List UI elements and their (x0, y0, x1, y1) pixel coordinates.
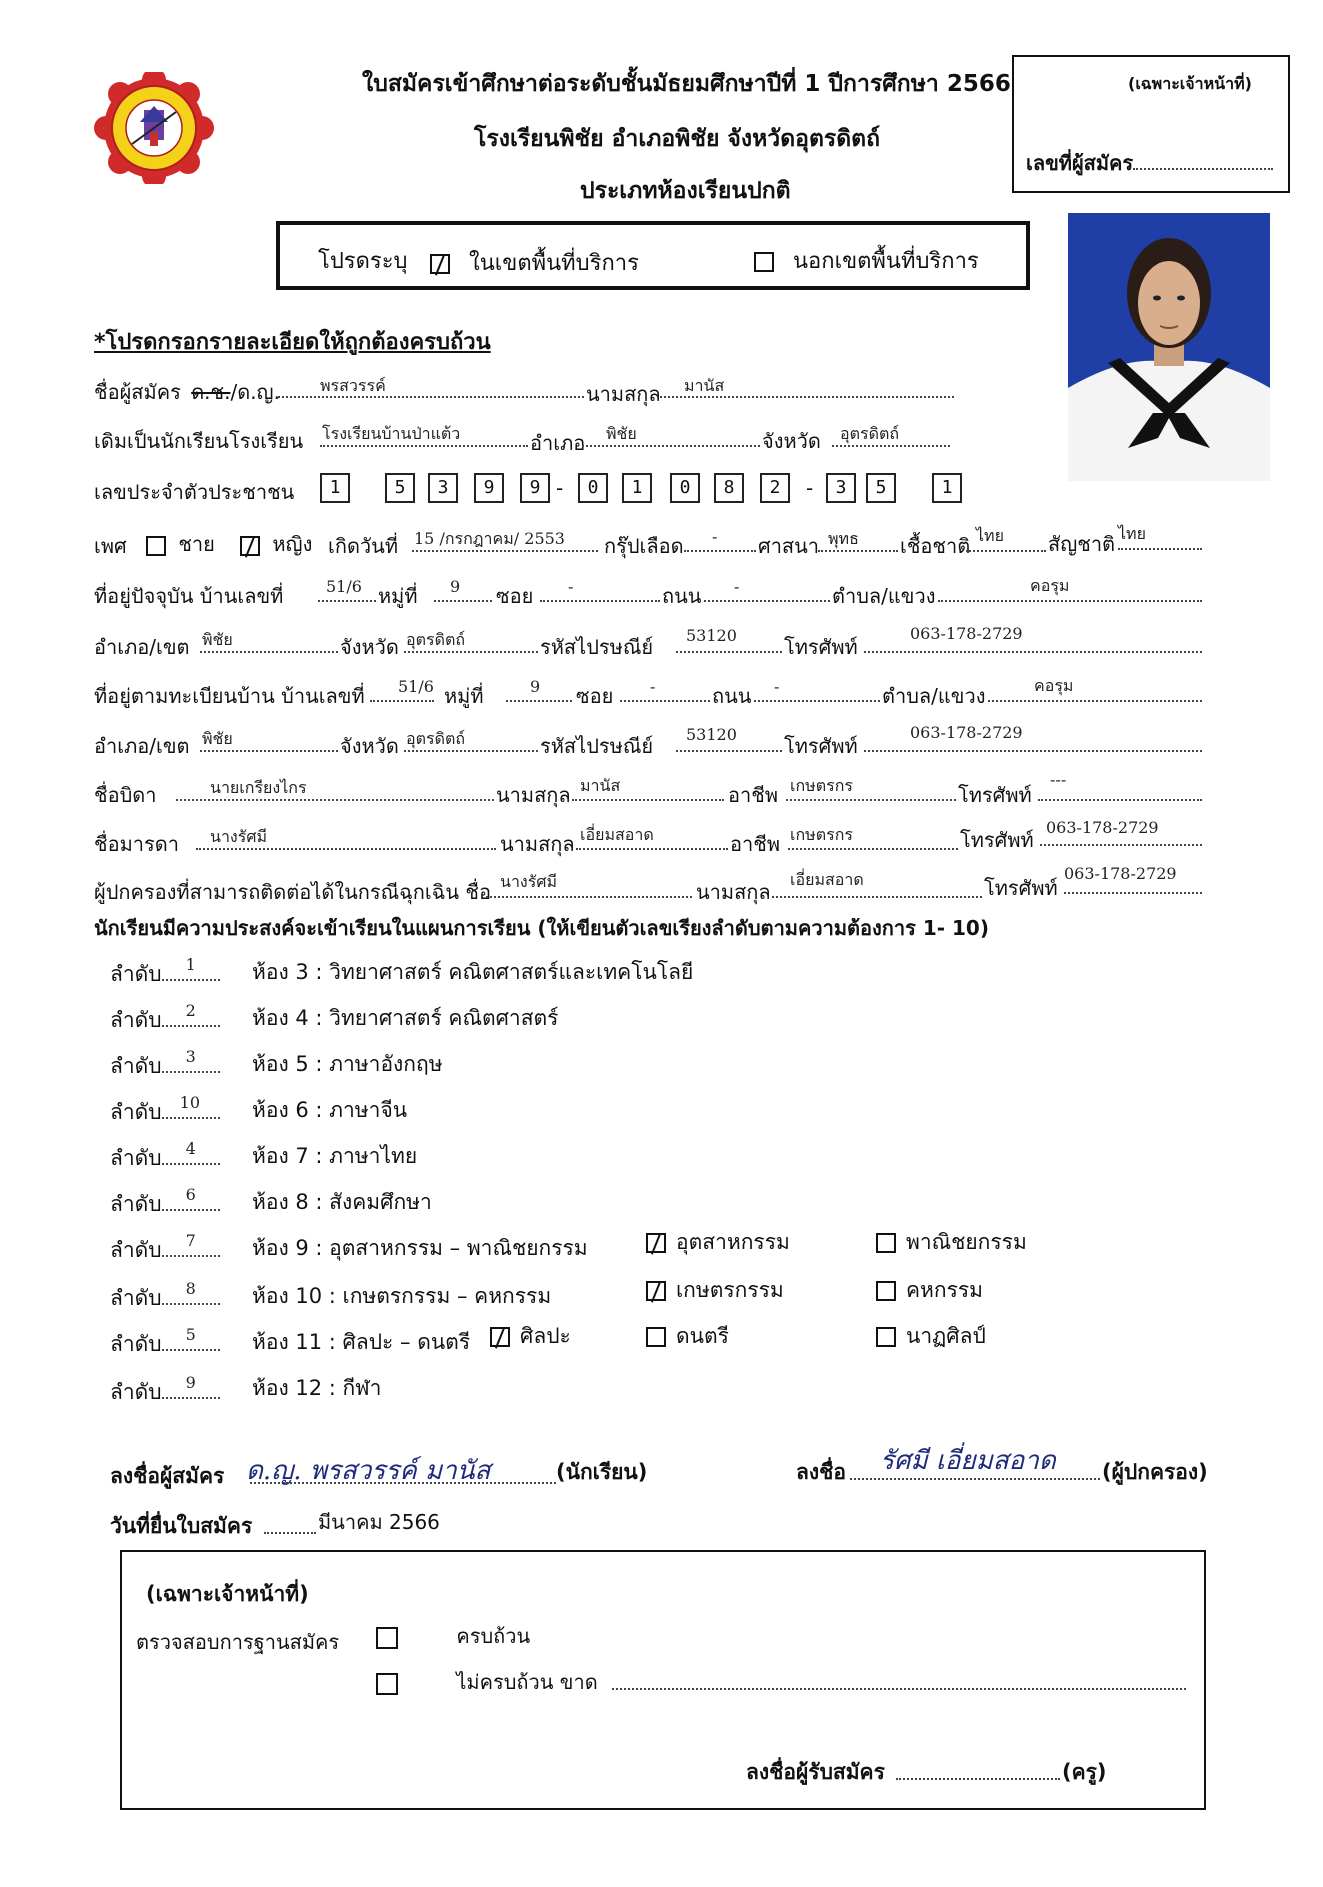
reg-moo-value: 9 (530, 677, 541, 696)
room10-homeecon-checkbox[interactable] (876, 1281, 896, 1301)
id-digit-box[interactable]: 0 (578, 473, 608, 503)
school-seal-logo (92, 72, 216, 184)
guardian-phone-label: โทรศัพท์ (984, 876, 1058, 900)
male-checkbox[interactable] (146, 536, 166, 556)
current-postcode-label: รหัสไปรษณีย์ (540, 635, 654, 659)
father-phone-value: --- (1050, 770, 1067, 789)
room10-agriculture-checkbox[interactable] (646, 1281, 666, 1301)
father-surname-value: มานัส (580, 776, 621, 795)
office-use-title: (เฉพาะเจ้าหน้าที่) (1128, 74, 1252, 93)
room10-opt-agriculture[interactable]: เกษตรกรรม (646, 1274, 784, 1307)
province-label: จังหวัด (762, 429, 821, 453)
reg-soi-value: - (650, 677, 656, 696)
area-inside-label: ในเขตพื้นที่บริการ (469, 251, 639, 276)
female-checkbox[interactable] (240, 536, 260, 556)
plan-row: ลำดับ 5 (110, 1328, 220, 1361)
area-inside-checkbox[interactable] (430, 254, 450, 274)
blood-value: - (712, 527, 718, 546)
officer-title: (เฉพาะเจ้าหน้าที่) (146, 1582, 309, 1606)
plan-room: ห้อง 3 : วิทยาศาสตร์ คณิตศาสตร์และเทคโนโลยี (252, 960, 694, 984)
id-digit-box[interactable]: 5 (385, 473, 415, 503)
submit-date-value: มีนาคม 2566 (318, 1510, 440, 1534)
id-digit-box[interactable]: 2 (760, 473, 790, 503)
instruction-heading: *โปรดกรอกรายละเอียดให้ถูกต้องครบถ้วน (94, 330, 491, 355)
current-subdistrict-field[interactable] (938, 582, 1202, 606)
reg-phone-label: โทรศัพท์ (784, 734, 858, 758)
current-subdistrict-label: ตำบล/แขวง (832, 584, 936, 608)
area-outside-option[interactable] (754, 243, 979, 278)
male-option[interactable] (146, 528, 215, 560)
room11-opt-music[interactable]: ดนตรี (646, 1320, 729, 1353)
plan-heading: นักเรียนมีความประสงค์จะเข้าเรียนในแผนการเรียน (ให้เขียนตัวเลขเรียงลำดับตามความต้องการ 1- 10) (94, 916, 989, 940)
incomplete-label: ไม่ครบถ้วน ขาด (456, 1670, 598, 1694)
reg-subdistrict-field[interactable] (988, 682, 1202, 706)
race-value: ไทย (976, 526, 1004, 545)
plan-row: ลำดับ 8 (110, 1282, 220, 1315)
submit-date-label: วันที่ยื่นใบสมัคร (110, 1514, 253, 1538)
id-dash: - (556, 476, 564, 500)
reg-road-label: ถนน (712, 684, 752, 708)
id-digit-box[interactable]: 1 (622, 473, 652, 503)
applicant-number-field[interactable] (1026, 147, 1273, 179)
nationality-value: ไทย (1118, 524, 1146, 543)
current-district-value: พิชัย (202, 630, 233, 649)
plan-room: ห้อง 5 : ภาษาอังกฤษ (252, 1052, 443, 1076)
current-house-value: 51/6 (326, 577, 362, 596)
submit-date-field[interactable] (264, 1514, 316, 1538)
applicant-photo (1068, 213, 1270, 481)
id-digit-box[interactable]: 3 (428, 473, 458, 503)
reg-province-label: จังหวัด (340, 734, 399, 758)
religion-value: พุทธ (828, 529, 859, 548)
id-digit-box[interactable]: 1 (932, 473, 962, 503)
current-moo-value: 9 (450, 577, 461, 596)
current-phone-value: 063-178-2729 (910, 624, 1023, 643)
plan-row: ลำดับ 9 (110, 1376, 220, 1409)
plan-room: ห้อง 7 : ภาษาไทย (252, 1144, 418, 1168)
father-label: ชื่อบิดา (94, 783, 157, 807)
missing-items-field[interactable] (612, 1670, 1186, 1694)
guardian-surname-label: นามสกุล (696, 880, 771, 904)
reg-subdistrict-label: ตำบล/แขวง (882, 684, 986, 708)
current-province-value: อุตรดิตถ์ (406, 630, 466, 649)
current-province-label: จังหวัด (340, 635, 399, 659)
reg-province-value: อุตรดิตถ์ (406, 729, 466, 748)
complete-label: ครบถ้วน (456, 1624, 531, 1648)
id-digit-box[interactable]: 8 (714, 473, 744, 503)
receiver-sign-field[interactable] (896, 1760, 1060, 1784)
religion-label: ศาสนา (758, 534, 820, 558)
blood-label: กรุ๊ปเลือด (604, 534, 684, 558)
reg-district-value: พิชัย (202, 729, 233, 748)
surname-label: นามสกุล (586, 382, 661, 406)
room11-art-checkbox[interactable] (490, 1327, 510, 1347)
name-label: ชื่อผู้สมัคร (94, 380, 181, 404)
class-type: ประเภทห้องเรียนปกติ (580, 178, 791, 204)
surname-value: มานัส (684, 376, 725, 395)
id-digit-box[interactable]: 3 (826, 473, 856, 503)
female-label: หญิง (272, 532, 313, 556)
current-soi-label: ซอย (496, 584, 534, 608)
id-label: เลขประจำตัวประชาชน (94, 480, 295, 504)
id-digit-box[interactable]: 0 (670, 473, 700, 503)
plan-room: ห้อง 6 : ภาษาจีน (252, 1098, 408, 1122)
plan-row: ลำดับ 1 (110, 958, 220, 991)
father-job-label: อาชีพ (728, 783, 778, 807)
guardian-label: ผู้ปกครองที่สามารถติดต่อได้ในกรณีฉุกเฉิน ชื่อ (94, 880, 491, 904)
guardian-phone-value: 063-178-2729 (1064, 864, 1177, 883)
reg-postcode-value: 53120 (686, 725, 737, 744)
first-name-value: พรสวรรค์ (320, 376, 386, 395)
reg-address-label: ที่อยู่ตามทะเบียนบ้าน บ้านเลขที่ (94, 684, 365, 708)
room11-opt-art[interactable]: ศิลปะ (490, 1320, 571, 1353)
plan-room: ห้อง 10 : เกษตรกรรม – คหกรรม (252, 1284, 552, 1308)
reg-phone-value: 063-178-2729 (910, 723, 1023, 742)
plan-row: ลำดับ 2 (110, 1004, 220, 1037)
complete-checkbox[interactable] (376, 1627, 398, 1649)
birth-label: เกิดวันที่ (328, 534, 399, 558)
mother-phone-label: โทรศัพท์ (960, 828, 1034, 852)
mother-job-value: เกษตรกร (790, 825, 853, 844)
area-inside-option[interactable] (430, 245, 639, 280)
reg-district-label: อำเภอ/เขต (94, 734, 190, 758)
form-title: ใบสมัครเข้าศึกษาต่อระดับชั้นมัธยมศึกษาปีที่ 1 ปีการศึกษา 2566 (362, 71, 1011, 97)
reg-soi-label: ซอย (576, 684, 614, 708)
reg-subdistrict-value: คอรุม (1034, 676, 1074, 695)
room9-opt-commerce[interactable]: พาณิชยกรรม (876, 1226, 1027, 1259)
current-road-value: - (734, 577, 740, 596)
father-phone-label: โทรศัพท์ (958, 783, 1032, 807)
id-digit-box[interactable]: 9 (520, 473, 550, 503)
mother-surname-label: นามสกุล (500, 832, 575, 856)
complete-option[interactable] (376, 1620, 530, 1652)
current-district-label: อำเภอ/เขต (94, 635, 190, 659)
birth-value: 15 /กรกฎาคม/ 2553 (414, 529, 565, 548)
prev-school-label: เดิมเป็นนักเรียนโรงเรียน (94, 429, 304, 453)
plan-room: ห้อง 11 : ศิลปะ – ดนตรี (252, 1330, 471, 1354)
applicant-name-row (94, 376, 280, 408)
reg-road-field[interactable] (754, 682, 880, 706)
plan-room: ห้อง 8 : สังคมศึกษา (252, 1190, 432, 1214)
id-digit-box[interactable]: 5 (866, 473, 896, 503)
mother-job-label: อาชีพ (730, 832, 780, 856)
father-job-value: เกษตรกร (790, 776, 853, 795)
incomplete-option[interactable] (376, 1666, 598, 1698)
guardian-sign-label: ลงชื่อ (796, 1460, 846, 1484)
province-value: อุตรดิตถ์ (840, 424, 900, 443)
current-moo-field[interactable] (434, 582, 492, 606)
id-digit-box[interactable]: 1 (320, 473, 350, 503)
male-label: ชาย (178, 532, 215, 556)
room9-commerce-checkbox[interactable] (876, 1233, 896, 1253)
guardian-name-value: นางรัศมี (500, 872, 558, 891)
room9-opt-industry[interactable]: อุตสาหกรรม (646, 1226, 790, 1259)
district-value: พิชัย (606, 424, 637, 443)
area-outside-checkbox[interactable] (754, 252, 774, 272)
plan-row: ลำดับ 3 (110, 1050, 220, 1083)
area-outside-label: นอกเขตพื้นที่บริการ (793, 249, 979, 274)
applicant-sign-suffix: (นักเรียน) (556, 1460, 648, 1484)
id-dash: - (806, 476, 814, 500)
reg-house-value: 51/6 (398, 677, 434, 696)
plan-row: ลำดับ 10 (110, 1096, 220, 1129)
sex-label: เพศ (94, 534, 127, 558)
current-phone-label: โทรศัพท์ (784, 635, 858, 659)
room10-opt-homeecon[interactable]: คหกรรม (876, 1274, 983, 1307)
reg-road-value: - (774, 677, 780, 696)
room9-industry-checkbox[interactable] (646, 1233, 666, 1253)
room11-opt-dance[interactable]: นาฏศิลป์ (876, 1320, 986, 1353)
current-road-label: ถนน (662, 584, 702, 608)
title-struck: ด.ช. (191, 380, 231, 404)
guardian-surname-value: เอี่ยมสอาด (790, 870, 864, 889)
current-moo-label: หมู่ที่ (378, 584, 418, 608)
blood-field[interactable] (684, 532, 756, 556)
district-label: อำเภอ (530, 431, 586, 455)
current-address-label: ที่อยู่ปัจจุบัน บ้านเลขที่ (94, 584, 284, 608)
plan-room: ห้อง 12 : กีฬา (252, 1376, 382, 1400)
receiver-sign-label: ลงชื่อผู้รับสมัคร (746, 1760, 885, 1784)
receiver-sign-suffix: (ครู) (1062, 1760, 1107, 1784)
prev-school-value: โรงเรียนบ้านป่าแต้ว (322, 424, 461, 443)
applicant-signature: ด.ญ. พรสวรรค์ มานัส (246, 1456, 491, 1486)
father-name-value: นายเกรียงไกร (210, 778, 307, 797)
current-soi-value: - (568, 577, 574, 596)
reg-soi-field[interactable] (620, 682, 710, 706)
applicant-sign-label: ลงชื่อผู้สมัคร (110, 1464, 225, 1488)
area-prompt: โปรดระบุ (318, 249, 408, 274)
room11-dance-checkbox[interactable] (876, 1327, 896, 1347)
room11-music-checkbox[interactable] (646, 1327, 666, 1347)
reg-postcode-label: รหัสไปรษณีย์ (540, 734, 654, 758)
plan-room: ห้อง 9 : อุตสาหกรรม – พาณิชยกรรม (252, 1236, 588, 1260)
applicant-number-label: เลขที่ผู้สมัคร (1026, 151, 1134, 175)
nationality-label: สัญชาติ (1048, 532, 1116, 556)
mother-label: ชื่อมารดา (94, 832, 179, 856)
race-label: เชื้อชาติ (900, 534, 971, 558)
female-option[interactable] (240, 528, 312, 560)
current-road-field[interactable] (704, 582, 830, 606)
mother-phone-value: 063-178-2729 (1046, 818, 1159, 837)
plan-row: ลำดับ 4 (110, 1142, 220, 1175)
current-subdistrict-value: คอรุม (1030, 576, 1070, 595)
plan-room: ห้อง 4 : วิทยาศาสตร์ คณิตศาสตร์ (252, 1006, 559, 1030)
father-surname-label: นามสกุล (496, 783, 571, 807)
id-digit-box[interactable]: 9 (474, 473, 504, 503)
mother-surname-value: เอี่ยมสอาด (580, 825, 654, 844)
guardian-signature: รัศมี เอี่ยมสอาด (880, 1446, 1056, 1476)
reg-moo-label: หมู่ที่ (444, 684, 484, 708)
mother-name-value: นางรัศมี (210, 827, 268, 846)
plan-row: ลำดับ 6 (110, 1188, 220, 1221)
plan-row: ลำดับ 7 (110, 1234, 220, 1267)
guardian-sign-suffix: (ผู้ปกครอง) (1102, 1460, 1208, 1484)
title-kept: /ด.ญ. (230, 380, 280, 404)
current-postcode-value: 53120 (686, 626, 737, 645)
current-soi-field[interactable] (540, 582, 660, 606)
incomplete-checkbox[interactable] (376, 1673, 398, 1695)
school-name: โรงเรียนพิชัย อำเภอพิชัย จังหวัดอุตรดิตถ์ (474, 126, 881, 152)
officer-check-label: ตรวจสอบการฐานสมัคร (136, 1630, 340, 1654)
